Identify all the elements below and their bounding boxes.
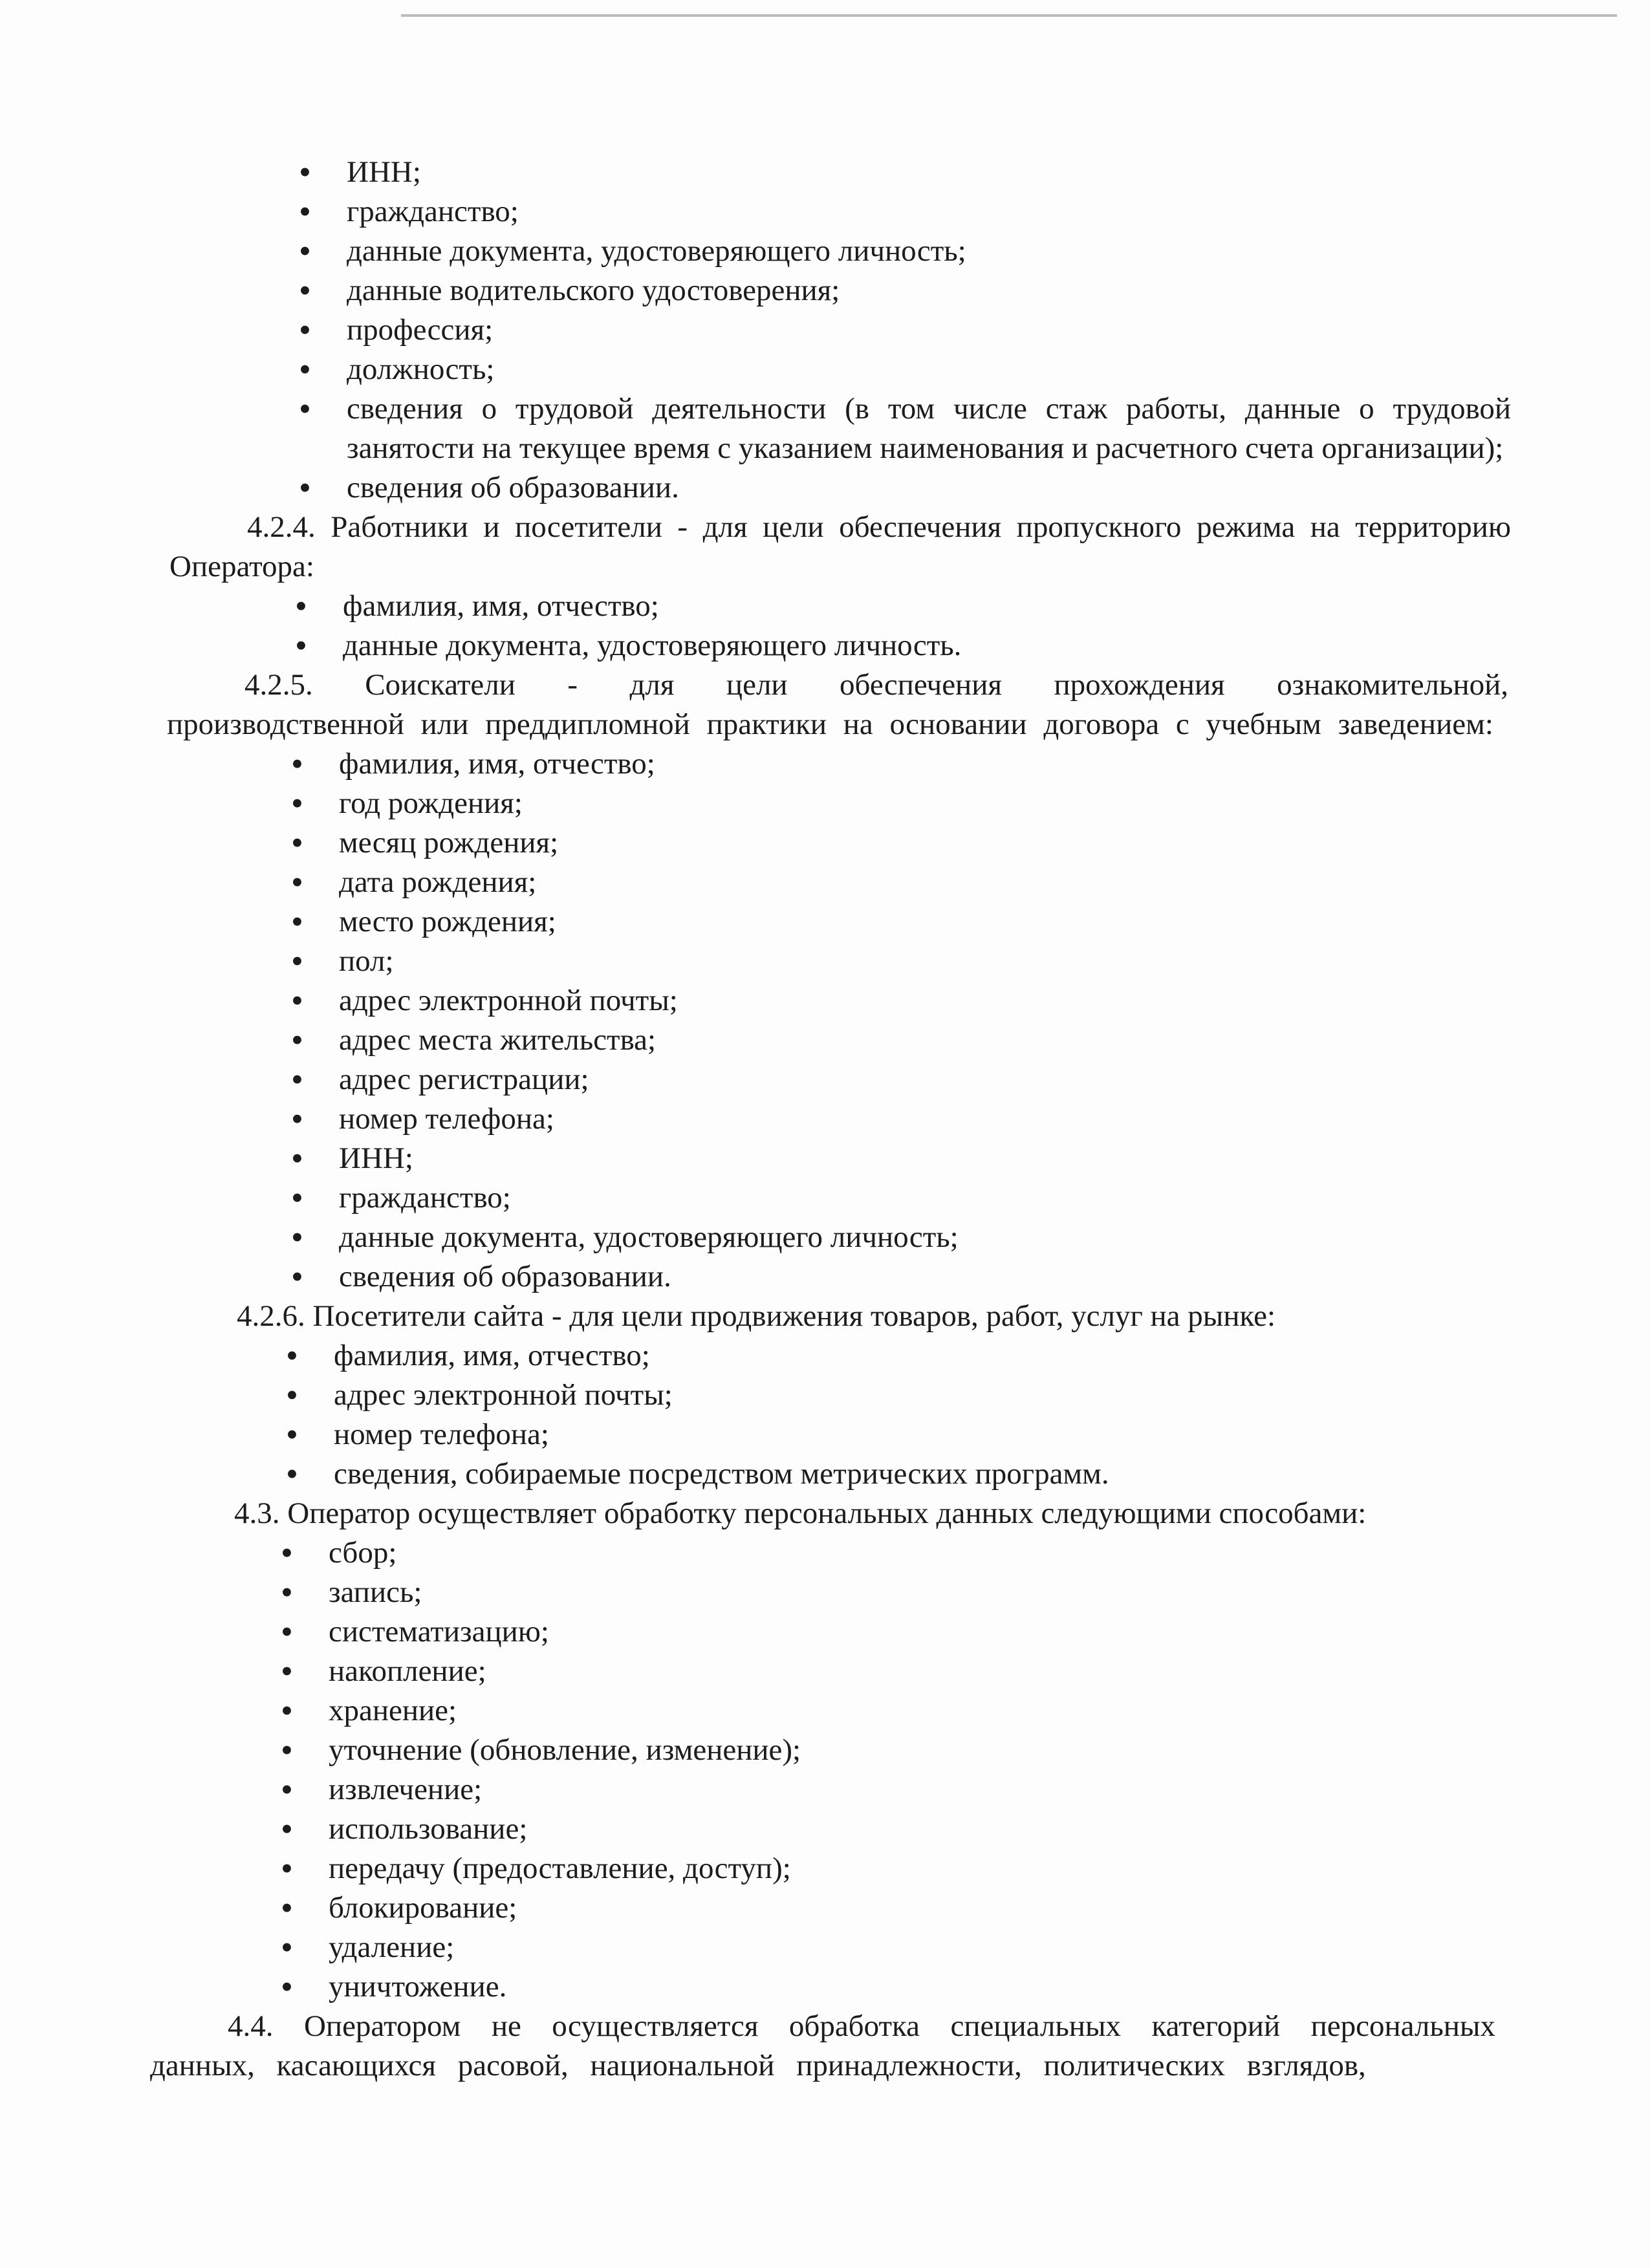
bullet-icon: • bbox=[286, 1415, 298, 1454]
list-item: • извлечение; bbox=[281, 1770, 483, 1809]
list-item: • блокирование; bbox=[281, 1888, 517, 1927]
bullet-icon: • bbox=[295, 587, 307, 625]
list-item: • месяц рождения; bbox=[291, 823, 559, 862]
bullet-icon: • bbox=[291, 1060, 303, 1099]
list-item: • удаление; bbox=[281, 1928, 455, 1967]
list-item: • гражданство; bbox=[291, 1178, 511, 1217]
list-item: • номер телефона; bbox=[286, 1415, 549, 1454]
list-item: • данные водительского удостоверения; bbox=[299, 271, 840, 310]
bullet-icon: • bbox=[281, 1928, 293, 1967]
paragraph-4-2-6: 4.2.6. Посетители сайта - для цели продвижения товаров, работ, услуг на рынке: bbox=[237, 1299, 1276, 1333]
bullet-icon: • bbox=[291, 1178, 303, 1217]
bullet-icon: • bbox=[299, 153, 311, 191]
list-item: • ИНН; bbox=[299, 153, 421, 191]
bullet-icon: • bbox=[281, 1533, 293, 1572]
list-item: • уточнение (обновление, изменение); bbox=[281, 1731, 801, 1769]
list-item: • сбор; bbox=[281, 1533, 397, 1572]
bullet-icon: • bbox=[299, 389, 311, 428]
list-4-2-6 bbox=[286, 1336, 1498, 1494]
list-item: • сведения об образовании. bbox=[291, 1257, 671, 1296]
list-item: • использование; bbox=[281, 1809, 528, 1848]
list-item: • номер телефона; bbox=[291, 1099, 554, 1138]
list-item: • сведения, собираемые посредством метрических программ. bbox=[286, 1454, 1109, 1493]
bullet-icon: • bbox=[281, 1888, 293, 1927]
bullet-icon: • bbox=[281, 1849, 293, 1888]
list-item: • адрес электронной почты; bbox=[286, 1376, 673, 1414]
bullet-icon: • bbox=[291, 784, 303, 823]
list-item: • сведения об образовании. bbox=[299, 468, 679, 507]
list-item: • запись; bbox=[281, 1573, 422, 1612]
list-item: • фамилия, имя, отчество; bbox=[286, 1336, 650, 1375]
bullet-icon: • bbox=[281, 1731, 293, 1769]
bullet-icon: • bbox=[291, 1218, 303, 1257]
bullet-icon: • bbox=[291, 863, 303, 902]
list-item: • данные документа, удостоверяющего личность; bbox=[299, 232, 966, 270]
list-item: • адрес электронной почты; bbox=[291, 981, 678, 1020]
bullet-icon: • bbox=[299, 232, 311, 270]
list-item: • сведения о трудовой деятельности (в том числе стаж работы, данные о трудовой занятости на текущее время с указанием наименования и расчетного счета организации); bbox=[299, 389, 1511, 465]
bullet-icon: • bbox=[286, 1454, 298, 1493]
bullet-icon: • bbox=[299, 192, 311, 231]
bullet-icon: • bbox=[281, 1967, 293, 2006]
list-personal-data-continued bbox=[299, 153, 1511, 508]
paragraph-4-4: 4.4. Оператором не осуществляется обработка специальных категорий персональных данных, касающихся расовой, национальной принадлежности, политических взглядов, bbox=[150, 2009, 1495, 2082]
document-page bbox=[0, 153, 1650, 2086]
list-item: • фамилия, имя, отчество; bbox=[295, 587, 659, 625]
bullet-icon: • bbox=[291, 1257, 303, 1296]
list-item: • гражданство; bbox=[299, 192, 519, 231]
list-item: • профессия; bbox=[299, 310, 494, 349]
paragraph-4-2-5: 4.2.5. Соискатели - для цели обеспечения прохождения ознакомительной, производственной или преддипломной практики на основании договора с учебным заведением: bbox=[167, 668, 1508, 741]
list-item: • данные документа, удостоверяющего личность; bbox=[291, 1218, 959, 1257]
list-item: • уничтожение. bbox=[281, 1967, 507, 2006]
bullet-icon: • bbox=[291, 744, 303, 783]
bullet-icon: • bbox=[281, 1612, 293, 1651]
list-item: • адрес места жительства; bbox=[291, 1021, 657, 1059]
bullet-icon: • bbox=[291, 1099, 303, 1138]
list-item: • передачу (предоставление, доступ); bbox=[281, 1849, 791, 1888]
bullet-icon: • bbox=[286, 1376, 298, 1414]
bullet-icon: • bbox=[299, 271, 311, 310]
bullet-icon: • bbox=[299, 350, 311, 389]
list-4-2-4 bbox=[295, 587, 1507, 665]
list-item: • ИНН; bbox=[291, 1139, 413, 1178]
scan-top-edge bbox=[401, 14, 1617, 17]
bullet-icon: • bbox=[281, 1809, 293, 1848]
bullet-icon: • bbox=[291, 902, 303, 941]
bullet-icon: • bbox=[299, 310, 311, 349]
list-item: • дата рождения; bbox=[291, 863, 537, 902]
bullet-icon: • bbox=[291, 981, 303, 1020]
list-item: • место рождения; bbox=[291, 902, 556, 941]
list-item: • адрес регистрации; bbox=[291, 1060, 589, 1099]
list-item: • хранение; bbox=[281, 1691, 457, 1730]
bullet-icon: • bbox=[286, 1336, 298, 1375]
paragraph-4-3: 4.3. Оператор осуществляет обработку персональных данных следующими способами: bbox=[234, 1496, 1367, 1530]
bullet-icon: • bbox=[299, 468, 311, 507]
list-4-3 bbox=[281, 1533, 1493, 2007]
bullet-icon: • bbox=[291, 823, 303, 862]
list-item: • накопление; bbox=[281, 1652, 486, 1690]
list-item: • год рождения; bbox=[291, 784, 523, 823]
list-item: • фамилия, имя, отчество; bbox=[291, 744, 655, 783]
list-item: • систематизацию; bbox=[281, 1612, 549, 1651]
list-item: • пол; bbox=[291, 942, 394, 980]
list-item: • данные документа, удостоверяющего личность. bbox=[295, 626, 962, 665]
bullet-icon: • bbox=[291, 1139, 303, 1178]
list-4-2-5 bbox=[291, 744, 1503, 1297]
bullet-icon: • bbox=[281, 1691, 293, 1730]
bullet-icon: • bbox=[281, 1770, 293, 1809]
bullet-icon: • bbox=[281, 1652, 293, 1690]
bullet-icon: • bbox=[291, 1021, 303, 1059]
bullet-icon: • bbox=[291, 942, 303, 980]
paragraph-4-2-4: 4.2.4. Работники и посетители - для цели обеспечения пропускного режима на территорию Оператора: bbox=[169, 510, 1511, 583]
bullet-icon: • bbox=[295, 626, 307, 665]
list-item: • должность; bbox=[299, 350, 495, 389]
bullet-icon: • bbox=[281, 1573, 293, 1612]
